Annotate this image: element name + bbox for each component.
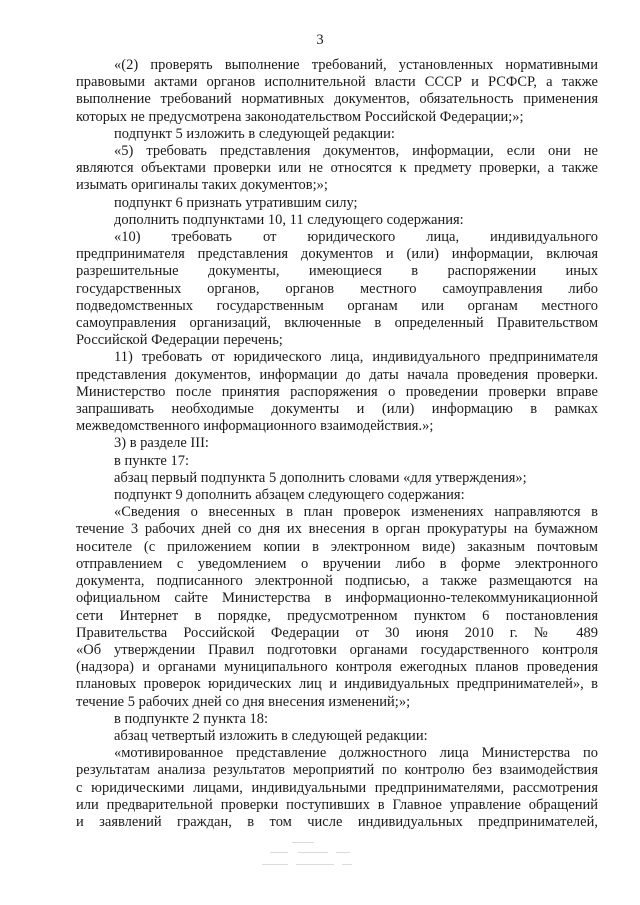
text-line: документа, подписанного электронной подписью, а также размещаются на	[76, 573, 598, 590]
text-line: плановых проверок юридических лиц и индивидуальных предпринимателей», в	[76, 676, 598, 693]
text-line: с юридическими лицами, индивидуальными предпринимателями, рассмотрения	[76, 779, 598, 796]
text-line: официальном сайте Министерства в информационно-телекоммуникационной	[76, 590, 598, 607]
text-line: которых не предусмотрена законодательством Российской Федерации;»;	[76, 108, 524, 125]
text-line: и заявлений граждан, в том числе индивидуальных предпринимателей,	[76, 813, 598, 830]
text-line: межведомственного информационного взаимодействия.»;	[76, 418, 434, 435]
text-line: 11) требовать от юридического лица, индивидуального предпринимателя	[114, 349, 598, 366]
text-line: являются объектами проверки или не относятся к предмету проверки, а также	[76, 160, 598, 177]
document-body	[76, 57, 598, 831]
text-line: разрешительные документы, имеющиеся в распоряжении иных	[76, 263, 598, 280]
text-line: (надзора) и органами муниципального контроля ежегодных планов проведения	[76, 659, 598, 676]
text-line: «5) требовать представления документов, информации, если они не	[114, 143, 598, 160]
text-line: отправлением с уведомлением о вручении либо в форме электронного	[76, 555, 598, 572]
text-line: дополнить подпунктами 10, 11 следующего содержания:	[114, 211, 464, 228]
text-line: «Об утверждении Правил подготовки органами государственного контроля	[76, 641, 598, 658]
text-line: подведомственных государственным органам или органам местного	[76, 297, 598, 314]
text-line: подпункт 6 признать утратившим силу;	[114, 194, 358, 211]
text-line: абзац четвертый изложить в следующей редакции:	[114, 727, 428, 744]
text-line: правовыми актами органов исполнительной власти СССР и РСФСР, а также	[76, 74, 598, 91]
text-line: результатам анализа результатов мероприятий по контролю без взаимодействия	[76, 762, 598, 779]
text-line: подпункт 5 изложить в следующей редакции:	[114, 125, 395, 142]
text-line: выполнение требований нормативных документов, обязательность применения	[76, 91, 598, 108]
text-line: или предварительной проверки поступивших в Главное управление обращений	[76, 796, 598, 813]
text-line: запрашивать необходимые документы и (или) информацию в рамках	[76, 401, 598, 418]
text-line: предпринимателя представления документов и (или) информации, включая	[76, 246, 598, 263]
faint-stamp-mark	[262, 838, 362, 872]
text-line: «10) требовать от юридического лица, индивидуального	[114, 229, 598, 246]
text-line: носителе (с приложением копии в электронном виде) заказным почтовым	[76, 538, 598, 555]
page-number: 3	[316, 32, 324, 48]
text-line: самоуправления организаций, включенные в определенный Правительством	[76, 315, 598, 332]
text-line: течение 3 рабочих дней со дня их внесения в орган прокуратуры на бумажном	[76, 521, 598, 538]
text-line: изымать оригиналы таких документов;»;	[76, 177, 328, 194]
text-line: Правительства Российской Федерации от 30 июня 2010 г. № 489	[76, 624, 598, 641]
text-line: «мотивированное представление должностного лица Министерства по	[114, 745, 598, 762]
text-line: подпункт 9 дополнить абзацем следующего содержания:	[114, 487, 465, 504]
text-line: Российской Федерации перечень;	[76, 332, 283, 349]
text-line: 3) в разделе III:	[114, 435, 209, 452]
text-line: «(2) проверять выполнение требований, установленных нормативными	[114, 57, 598, 73]
text-line: абзац первый подпункта 5 дополнить словами «для утверждения»;	[114, 469, 527, 486]
text-line: течение 5 рабочих дней со дня внесения изменений;»;	[76, 693, 411, 710]
text-line: сети Интернет в порядке, предусмотренном пунктом 6 постановления	[76, 607, 598, 624]
text-line: представления документов, информации до даты начала проведения проверки.	[76, 366, 598, 383]
text-line: государственных органов, органов местного самоуправления либо	[76, 280, 598, 297]
text-line: «Сведения о внесенных в план проверок изменениях направляются в	[114, 504, 598, 521]
text-line: в пункте 17:	[114, 452, 190, 469]
text-line: в подпункте 2 пункта 18:	[114, 710, 269, 727]
text-line: Министерство после принятия распоряжения о проведении проверки вправе	[76, 383, 598, 400]
